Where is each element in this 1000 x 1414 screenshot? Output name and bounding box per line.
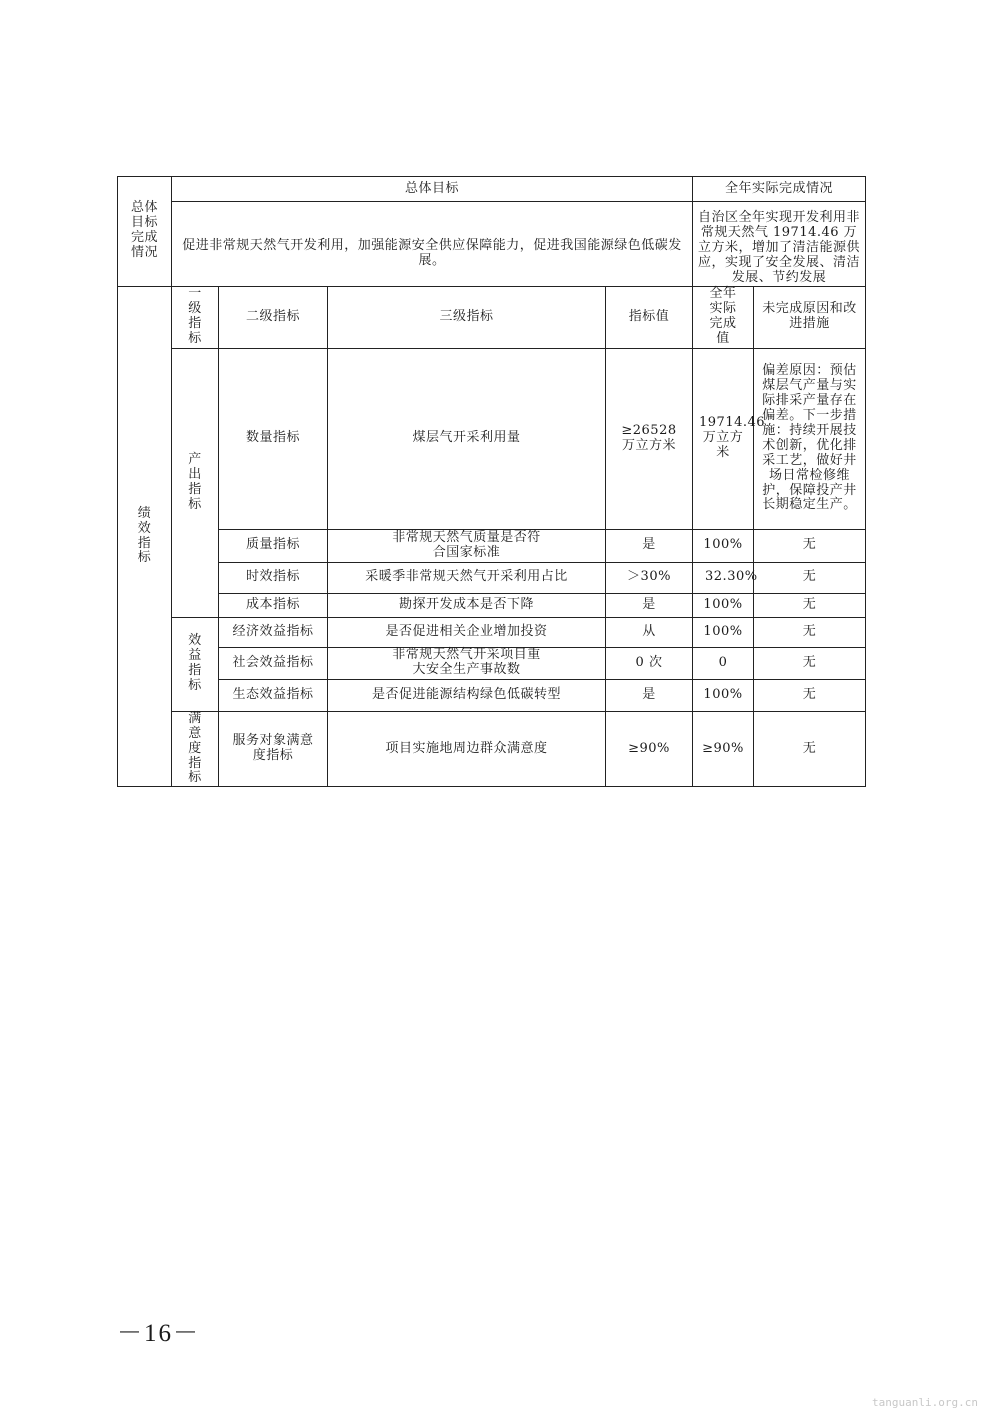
header-level2: 二级指标 [219,286,328,348]
overall-goal-text: 促进非常规天然气开发利用，加强能源安全供应保障能力，促进我国能源绿色低碳发展。 [172,202,693,287]
row-level3: 采暖季非常规天然气开采利用占比 [328,562,606,593]
header-level3: 三级指标 [328,286,606,348]
page-number: －16－ [117,1320,201,1347]
row-reason: 无 [754,562,866,593]
header-actual: 全年实际完成值 [693,286,754,348]
header-level1: 一级指标 [172,286,219,348]
row-reason: 无 [754,679,866,711]
row-actual: 32.30% [693,562,754,593]
overall-actual-text: 自治区全年实现开发利用非常规天然气 19714.46 万立方米，增加了清洁能源供应，实现了安全发展、清洁发展、节约发展 [693,202,866,287]
row-actual: ≥90% [693,711,754,787]
row-target: 是 [606,529,693,562]
row-target: ≥26528 万立方米 [606,348,693,529]
overall-row-header: 总体目标完成情况 [118,177,172,287]
row-level3: 煤层气开采利用量 [328,348,606,529]
row-level3: 勘探开发成本是否下降 [328,593,606,617]
row-level3: 项目实施地周边群众满意度 [328,711,606,787]
row-actual: 19714.46 万立方米 [693,348,754,529]
row-level2: 经济效益指标 [219,617,328,647]
row-actual: 100% [693,679,754,711]
watermark-text: tanguanli.org.cn [872,1396,978,1409]
row-reason: 无 [754,711,866,787]
row-actual: 100% [693,617,754,647]
row-actual: 0 [693,647,754,679]
overall-goal-header: 总体目标 [172,177,693,202]
row-level2: 服务对象满意度指标 [219,711,328,787]
row-target: ≥90% [606,711,693,787]
row-level3: 是否促进相关企业增加投资 [328,617,606,647]
row-level2: 成本指标 [219,593,328,617]
row-target: 是 [606,593,693,617]
row-level3: 非常规天然气质量是否符合国家标准 [328,529,606,562]
row-reason: 无 [754,647,866,679]
row-actual: 100% [693,593,754,617]
row-reason: 无 [754,617,866,647]
row-level2: 生态效益指标 [219,679,328,711]
row-actual: 100% [693,529,754,562]
performance-row-header: 绩效指标 [118,286,172,787]
group-satisfaction: 满意度指标 [172,711,219,787]
row-target: 是 [606,679,693,711]
row-level2: 时效指标 [219,562,328,593]
row-level3: 是否促进能源结构绿色低碳转型 [328,679,606,711]
performance-table [117,176,866,787]
row-reason: 无 [754,529,866,562]
row-target: ＞30% [606,562,693,593]
header-target: 指标值 [606,286,693,348]
row-level2: 质量指标 [219,529,328,562]
overall-actual-header: 全年实际完成情况 [693,177,866,202]
row-level3: 非常规天然气开采项目重大安全生产事故数 [328,647,606,679]
row-level2: 社会效益指标 [219,647,328,679]
group-output: 产出指标 [172,348,219,617]
row-reason: 偏差原因：预估煤层气产量与实际排采产量存在偏差。下一步措施：持续开展技术创新，优化排采工艺，做好井场日常检修维护，保障投产井长期稳定生产。 [754,348,866,529]
row-level2: 数量指标 [219,348,328,529]
row-target: 从 [606,617,693,647]
header-reason: 未完成原因和改进措施 [754,286,866,348]
row-target: 0 次 [606,647,693,679]
row-reason: 无 [754,593,866,617]
group-benefit: 效益指标 [172,617,219,711]
